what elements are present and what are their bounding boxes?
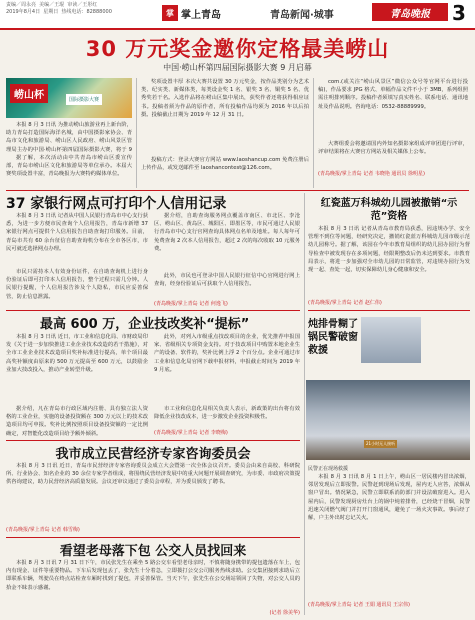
section-divider bbox=[308, 310, 470, 311]
lab-headline: 炖排骨糊了锅民警破窗救援 bbox=[308, 319, 358, 356]
page-number: 3 bbox=[452, 1, 466, 25]
subsidy-story-col2b: 市工业和信息化局相关负责人表示，新政策的出台将有效降低企业技改成本，进一步激发企业投资积极性。 bbox=[154, 406, 300, 421]
subsidy-story-credit: (青岛晚报/掌上青岛 记者 李晓梅) bbox=[154, 430, 228, 436]
flood-headline: 红瓷蓝万科城幼儿园被撤销“示范”资格 bbox=[320, 198, 458, 222]
app-logo-text: 掌上青岛 bbox=[181, 9, 221, 21]
main-story-col2b: 投稿方式：登录大赛官方网站 www.laoshancup.com 免费注册后上传作品，或发送邮件至 laoshancontest@126.com。 bbox=[141, 157, 309, 172]
app-logo bbox=[162, 5, 221, 21]
date-line: 2019年8月4日 星期日 热线电话：82888000 bbox=[6, 9, 112, 15]
main-story-credit: (青岛晚报/掌上青岛 记者 韦晓艳 通讯员 徐明星) bbox=[318, 171, 425, 177]
section-divider bbox=[6, 310, 300, 311]
main-story-col3b: 大赛组委会将邀请国内外知名摄影家组成评审团进行评审，评审结果将在大赛官方网站及相关媒体上公布。 bbox=[318, 141, 468, 156]
subsidy-story-col1: 本报 8 月 3 日讯 近日，市工业和信息化局、市财政局印发《关于进一步加快推进工业企业技术改造的若干措施》，对全市工业企业技术改造项目奖补标准进行提高，单个项目最高奖补额度由原来的 500 万元提高至 600 万元，以鼓励企业加大技改投入，推动产业转型升级。 bbox=[6, 334, 148, 373]
lab-story-credit: (青岛晚报/掌上青岛 记者 王娟 通讯员 王宗伟) bbox=[308, 602, 410, 608]
main-story-col1b: 据了解，本次活动由中共青岛市崂山区委宣传部，青岛市崂山区文化和旅游局等单位承办。本届大赛奖项设置丰富，青岛晚报为大赛特约媒体单位。 bbox=[6, 155, 132, 178]
bank-story-col2b: 此外，市民也可登录中国人民银行征信中心官网进行网上查询，经身份验证后可获取个人信用报告。 bbox=[154, 273, 300, 288]
bank-headline: 37 家银行网点可打印个人信用记录 bbox=[6, 196, 227, 212]
main-headline: 30 万元奖金邀你定格最美崂山 bbox=[85, 37, 390, 61]
main-subheadline: 中国·崂山杯第四届国际摄影大赛 9 月启幕 bbox=[163, 63, 312, 72]
bank-story-col1: 本报 8 月 3 日讯 记者从中国人民银行青岛市中心支行获悉，为进一步方便市民查询个人信用报告，青岛市新增 37 家银行网点可提供个人信用报告自助查询打印服务。目前，青岛市共有 60 余台征信自助查询机分布在全市各区市，市民可就近选择网点办理。 bbox=[6, 213, 148, 252]
bank-story-col2: 据介绍，自助查询服务网点覆盖市南区、市北区、李沧区、崂山区、黄岛区、城阳区、即墨区等，市民可通过人民银行青岛市中心支行官网查询具体网点名单及地址。每人每年可免费查询 2 次本人信用报告，超过 2 次的每次收取 10 元服务费。 bbox=[154, 213, 300, 252]
masthead bbox=[0, 0, 475, 30]
column-divider bbox=[313, 78, 314, 188]
contest-poster-image bbox=[6, 78, 132, 118]
grandma-story-credit: (记者 徐美华) bbox=[269, 610, 300, 616]
grandma-headline: 看望老母落下包 公交人员找回来 bbox=[59, 544, 247, 559]
section-divider bbox=[6, 440, 300, 441]
grandma-story-body: 本报 8 月 3 日讯 7 月 31 日下午，市民张先生在乘坐 5 路公交车看望老母亲时，不慎将随身携带的提包遗落在车上，包内有现金、证件等重要物品。下车后发现包丢了，张先生十分着急，立即拨打公交公司服务热线求助。公交集团接到求助后立即联系车辆，驾驶员在终点站检查车厢时找到了提包，并妥善保管。当天下午，张先生在公交场站领回了失物，对公交人员的拾金不昧表示感谢。 bbox=[6, 560, 300, 591]
section-title: 青岛新闻·城事 bbox=[270, 10, 334, 21]
committee-headline: 我市成立民营经济专家咨询委员会 bbox=[55, 447, 251, 462]
editor-line: 责编／周永亮 美编／王琨 审读／王彤红 bbox=[6, 2, 98, 8]
column-divider bbox=[304, 193, 305, 615]
section-divider bbox=[6, 537, 300, 538]
rescue-scene-photo bbox=[306, 380, 470, 460]
lab-story-body: 本报 8 月 3 日讯 8 月 1 日上午，崂山区一居民楼内冒出浓烟，邻居发现后立即报警。民警赶到现场后发现，屋内无人应答，浓烟从窗户冒出。情况紧急，民警立即联系消防部门并设法破窗进入。进入屋内后，民警发现厨房灶台上的锅中炖着排骨，已经烧干冒烟，民警迅速关闭燃气阀门并打开门窗通风，避免了一场火灾事故。事后经了解，户主外出时忘记关火。 bbox=[308, 474, 470, 522]
app-logo-icon: 掌 bbox=[162, 5, 178, 21]
flood-story-credit: (青岛晚报/掌上青岛 记者 赵仁伟) bbox=[308, 300, 382, 306]
subsidy-story-col2: 此外，对列入市级重点技改项目的企业，优先推荐申报国家、省级相关专项资金支持。对于技改项目中购置本地企业生产的设备、软件的，奖补比例上浮 2 个百分点。企业可通过市工业和信息化局官网下载申报材料，申报截止时间为 2019 年 9 月底。 bbox=[154, 334, 300, 373]
editor-meta bbox=[6, 2, 112, 16]
subsidy-story-col1b: 据介绍，凡在青岛市行政区域内注册、具有独立法人资格的工业企业，实施的设备投资额在 300 万元以上的技术改造项目均可申报。奖补比例按照项目设备投资额的一定比例确定，对智能化改造项目给予额外倾斜。 bbox=[6, 406, 148, 437]
poster-badge-secondary: 国际摄影大赛 bbox=[66, 94, 102, 105]
committee-story-credit: (青岛晚报/掌上青岛 记者 韩雪梅) bbox=[6, 527, 80, 533]
bank-story-col1b: 市民只需持本人有效身份证件，在自助查询机上进行身份验证后即可打印本人信用报告，整个过程只需几分钟。人民银行提醒，个人信用报告涉及个人隐私，市民应妥善保管，防止信息泄露。 bbox=[6, 269, 148, 300]
main-story-col1: 本报 8 月 3 日讯 为推动崂山旅游业再上新台阶，助力青岛打造国际海洋名城，由中国摄影家协会、青岛市文化和旅游局、崂山区人民政府、崂山风景区管理局主办的中国·崂山杯第四届国际摄影大赛，将于 9 bbox=[6, 122, 132, 153]
people-photo bbox=[361, 317, 421, 363]
photo-tag: 21小时无人接听 bbox=[366, 441, 396, 446]
bank-story-credit: (青岛晚报/掌上青岛 记者 何逸飞) bbox=[154, 301, 228, 307]
rescue-photo-caption: 民警正在现场救援 bbox=[308, 466, 349, 472]
section-divider bbox=[6, 190, 469, 191]
poster-badge: 崂山杯 bbox=[10, 84, 48, 103]
column-divider bbox=[136, 78, 137, 188]
subsidy-headline: 最高 600 万，企业技改奖补“提标” bbox=[40, 317, 250, 332]
main-story-col2: 奖项设置丰厚 本次大赛共设置 30 万元奖金，按作品类别分为艺术类、纪实类、新媒体类，每类设金奖 1 名、银奖 3 名、铜奖 5 名、优秀奖若干名。入选作品将在崂山区集中展出，获奖作者还将获得相应证书。投稿者须为作品的原作者，所有投稿作品均须为 2016 年以后拍摄。投稿截止日期为 2019 年 12 月 31 日。 bbox=[141, 79, 309, 118]
committee-story-body: 本报 8 月 3 日讯 近日，青岛市民营经济专家咨询委员会成立大会暨第一次全体会议召开。委员会由来自高校、科研院所、行业协会、知名企业的 30 余位专家学者组成，将围绕民营经济发展中的重大问题开展调查研究，为市委、市政府决策提供咨询建议，助力民营经济高质量发展。会议还审议通过了委员会章程，并为委员颁发了聘书。 bbox=[6, 463, 300, 486]
newspaper-brand-logo: 青岛晚报 bbox=[372, 3, 448, 21]
main-story-col3: com.(或关注“崂山风景区”微信公众号等官网平台进行投稿)，作品要求 JPG 格式、单幅作品文件不小于 3MB，系列组照需注明排列顺序。投稿作者须填写真实姓名、联系电话、通讯地址及作品说明。咨询电话：0532-88889999。 bbox=[318, 79, 468, 110]
flood-story-body: 本报 8 月 3 日讯 记者从青岛市教育局获悉，因违规办学、安全管理不到位等问题，经研究决定，撤销红瓷蓝万科城幼儿园市级示范幼儿园称号。据了解，该园在今年市教育局组织的幼儿园办园行为督导检查中被发现存在多项问题，经限期整改后仍未达到要求。市教育局表示，将进一步加强对全市幼儿园的日常监管，对违规办园行为发现一起、查处一起，切实保障幼儿身心健康和安全。 bbox=[308, 226, 470, 274]
